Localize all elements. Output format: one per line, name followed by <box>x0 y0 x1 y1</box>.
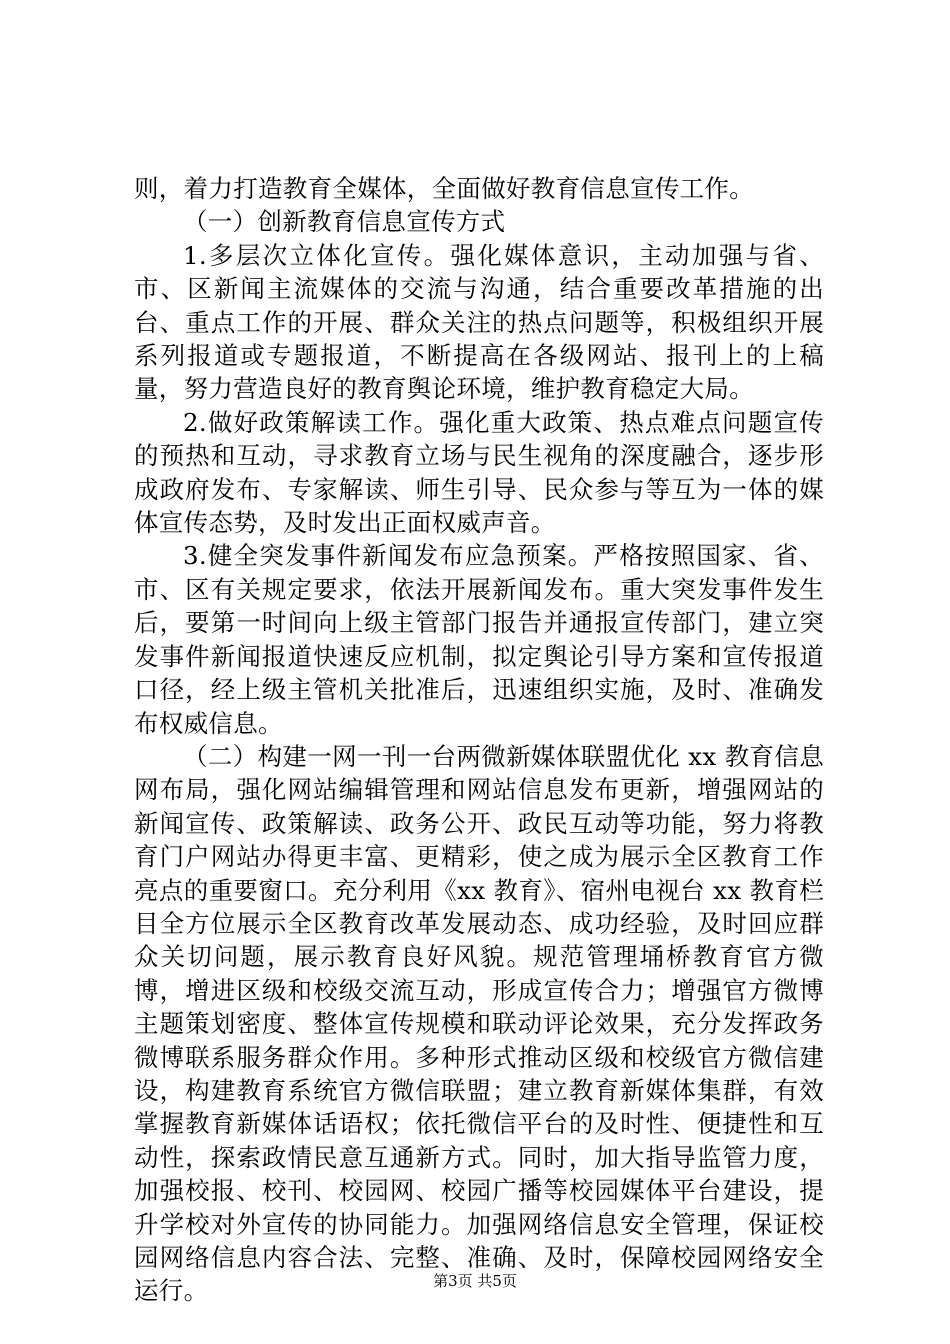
paragraph-item-1: 1.多层次立体化宣传。强化媒体意识，主动加强与省、市、区新闻主流媒体的交流与沟通，结合重要改革措施的出台、重点工作的开展、群众关注的热点问题等，积极组织开展系列报道或专题报道，不断提高在各级网站、报刊上的上稿量，努力营造良好的教育舆论环境，维护教育稳定大局。 <box>134 240 824 404</box>
paragraph-section-2: （二）构建一网一刊一台两微新媒体联盟优化 xx 教育信息网布局，强化网站编辑管理和网站信息发布更新，增强网站的新闻宣传、政策解读、政务公开、政民互动等功能，努力将教育门户网站办得更丰富、更精彩，使之成为展示全区教育工作亮点的重要窗口。充分利用《xx 教育》、宿州电视台 xx 教育栏目全方位展示全区教育改革发展动态、成功经验，及时回应群众关切问题，展示教育良好风貌。规范管理埇桥教育官方微博，增进区级和校级交流互动，形成宣传合力；增强官方微博主题策划密度、整体宣传规模和联动评论效果，充分发挥政务微博联系服务群众作用。多种形式推动区级和校级官方微信建设，构建教育系统官方微信联盟；建立教育新媒体集群，有效掌握教育新媒体话语权；依托微信平台的及时性、便捷性和互动性，探索政情民意互通新方式。同时，加大指导监管力度，加强校报、校刊、校园网、校园广播等校园媒体平台建设，提升学校对外宣传的协同能力。加强网络信息安全管理，保证校园网络信息内容合法、完整、准确、及时，保障校园网络安全运行。 <box>134 741 824 1306</box>
page-number-footer: 第3页 共5页 <box>433 1272 517 1290</box>
section-heading-1: （一）创新教育信息宣传方式 <box>183 207 506 237</box>
paragraph-continuation: 则，着力打造教育全媒体，全面做好教育信息宣传工作。 <box>134 174 754 203</box>
paragraph-item-2: 2.做好政策解读工作。强化重大政策、热点难点问题宣传的预热和互动，寻求教育立场与民生视角的深度融合，逐步形成政府发布、专家解读、师生引导、民众参与等互为一体的媒体宣传态势，及时发出正面权威声音。 <box>134 407 824 538</box>
paragraph-item-3: 3.健全突发事件新闻发布应急预案。严格按照国家、省、市、区有关规定要求，依法开展新闻发布。重大突发事件发生后，要第一时间向上级主管部门报告并通报宣传部门，建立突发事件新闻报道快速反应机制，拟定舆论引导方案和宣传报道口径，经上级主管机关批准后，迅速组织实施，及时、准确发布权威信息。 <box>134 541 824 738</box>
document-body <box>134 172 824 1308</box>
